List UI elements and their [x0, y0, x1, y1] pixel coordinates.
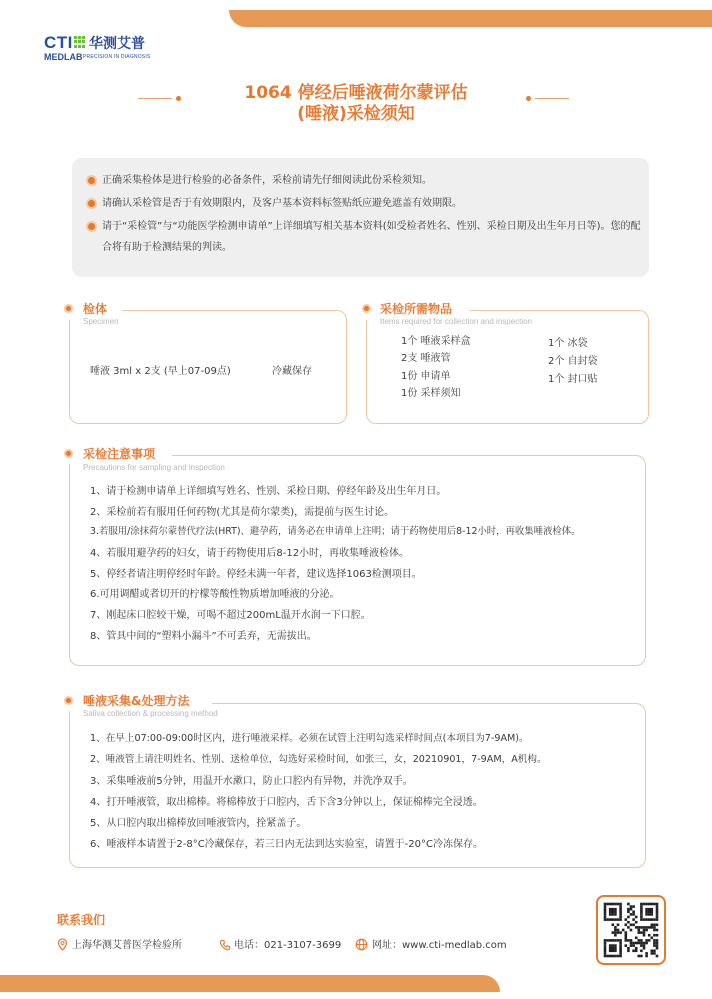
logo-chinese-name: 华测艾普 — [89, 36, 145, 52]
specimen-subtitle: Specimen — [83, 317, 119, 326]
top-decor-bar — [229, 10, 712, 27]
contact-org: 上海华测艾普医学检验所 — [72, 940, 182, 951]
saliva-step: 2、唾液管上请注明姓名、性别、送检单位，勾选好采检时间，如张三，女，20210901，7-9AM，A机构。 — [90, 754, 547, 765]
precaution-item: 8、管具中间的“塑料小漏斗”不可丢弃，无需拔出。 — [90, 631, 317, 642]
precaution-item: 7、刚起床口腔较干燥，可喝不超过200mL温开水润一下口腔。 — [90, 610, 371, 621]
notice-box: 正确采集检体是进行检验的必备条件，采检前请先仔细阅读此份采检须知。 请确认采检管是否于有效期限内，及客户基本资料标签贴纸应避免遮盖有效期限。 请于“采检管”与“功能医学检测申请单”上详细填写相关基本资料(如受检者姓名、性别、采检日期及出生年月日等)。您的配合将有助于检测结果的判读。 — [72, 158, 649, 277]
page-title-line2: (唾液)采检须知 — [297, 104, 415, 124]
title-deco-dot-left — [176, 96, 181, 101]
contact-website[interactable]: 网址：www.cti-medlab.com — [372, 940, 507, 951]
saliva-step: 6、唾液样本请置于2-8°C冷藏保存，若三日内无法到达实验室，请置于-20°C冷冻保存。 — [90, 839, 483, 850]
contact-title: 联系我们 — [57, 913, 106, 927]
contact-phone: 电话：021-3107-3699 — [234, 940, 342, 951]
section-bullet-icon — [364, 306, 369, 311]
list-item: 1个 封口贴 — [548, 374, 598, 385]
qr-code-icon — [596, 895, 666, 965]
section-bullet-icon — [66, 698, 71, 703]
saliva-step: 1、在早上07:00-09:00时区内，进行唾液采样。必须在试管上注明勾选采样时间点(本项目为7-9AM)。 — [90, 733, 529, 744]
section-bullet-icon — [66, 306, 71, 311]
saliva-method-title: 唾液采集&处理方法 — [83, 694, 190, 708]
precautions-subtitle: Precautions for sampling and inspection — [83, 463, 225, 472]
precaution-item: 4、若服用避孕药的妇女，请于药物使用后8-12小时，再收集唾液检体。 — [90, 548, 410, 559]
logo-mark-icon — [74, 36, 86, 48]
phone-icon — [219, 936, 231, 948]
logo-cti-text: CTI — [44, 33, 73, 52]
specimen-title: 检体 — [83, 302, 108, 316]
list-item: 1个 冰袋 — [548, 338, 588, 349]
saliva-method-subtitle: Saliva collection & processing method — [83, 709, 218, 718]
page-title-line1: 1064 停经后唾液荷尔蒙评估 — [244, 83, 468, 103]
items-required-title: 采检所需物品 — [380, 302, 453, 316]
specimen-storage: 冷藏保存 — [272, 366, 312, 377]
bullet-icon — [88, 223, 95, 230]
globe-icon — [355, 936, 368, 949]
logo-tagline: PRECISION IN DIAGNOSIS — [83, 54, 151, 60]
list-item: 2支 唾液管 — [401, 353, 451, 364]
precaution-item: 2、采检前若有服用任何药物(尤其是荷尔蒙类)，需提前与医生讨论。 — [90, 507, 395, 518]
title-deco-line-left — [138, 98, 172, 99]
precaution-item: 1、请于检测申请单上详细填写姓名、性别、采检日期、停经年龄及出生年月日。 — [90, 486, 447, 497]
bullet-icon — [88, 200, 95, 207]
saliva-step: 4、打开唾液管，取出棉棒。将棉棒放于口腔内，舌下含3分钟以上，保证棉棒完全浸透。 — [90, 797, 483, 808]
precaution-item: 6.可用调醋或者切开的柠檬等酸性物质增加唾液的分泌。 — [90, 589, 340, 600]
title-deco-dot-right — [526, 96, 531, 101]
list-item: 2个 自封袋 — [548, 356, 598, 367]
saliva-step: 5、从口腔内取出棉棒放回唾液管内，拴紧盖子。 — [90, 818, 307, 829]
section-bullet-icon — [66, 451, 71, 456]
bullet-icon — [88, 177, 95, 184]
location-pin-icon — [57, 936, 68, 949]
title-deco-line-right — [535, 98, 569, 99]
saliva-step: 3、采集唾液前5分钟，用温开水漱口，防止口腔内有异物，并洗净双手。 — [90, 776, 413, 787]
list-item: 1份 采样须知 — [401, 388, 461, 399]
precautions-title: 采检注意事项 — [83, 447, 156, 461]
bottom-decor-bar — [0, 975, 500, 992]
precaution-item: 5、停经者请注明停经时年龄。停经未满一年者，建议选择1063检测项目。 — [90, 569, 422, 580]
list-item: 1份 申请单 — [401, 371, 451, 382]
precaution-item: 3.若服用/涂抹荷尔蒙替代疗法(HRT)、避孕药，请务必在申请单上注明；请于药物使用后8-12小时，再收集唾液检体。 — [90, 526, 581, 537]
items-required-subtitle: Items required for collection and inspection — [380, 317, 533, 326]
specimen-description: 唾液 3ml x 2支 (早上07-09点) — [90, 366, 231, 377]
qr-pattern — [598, 897, 664, 963]
list-item: 1个 唾液采样盒 — [401, 336, 471, 347]
logo-medlab-text: MEDLAB — [44, 52, 83, 62]
